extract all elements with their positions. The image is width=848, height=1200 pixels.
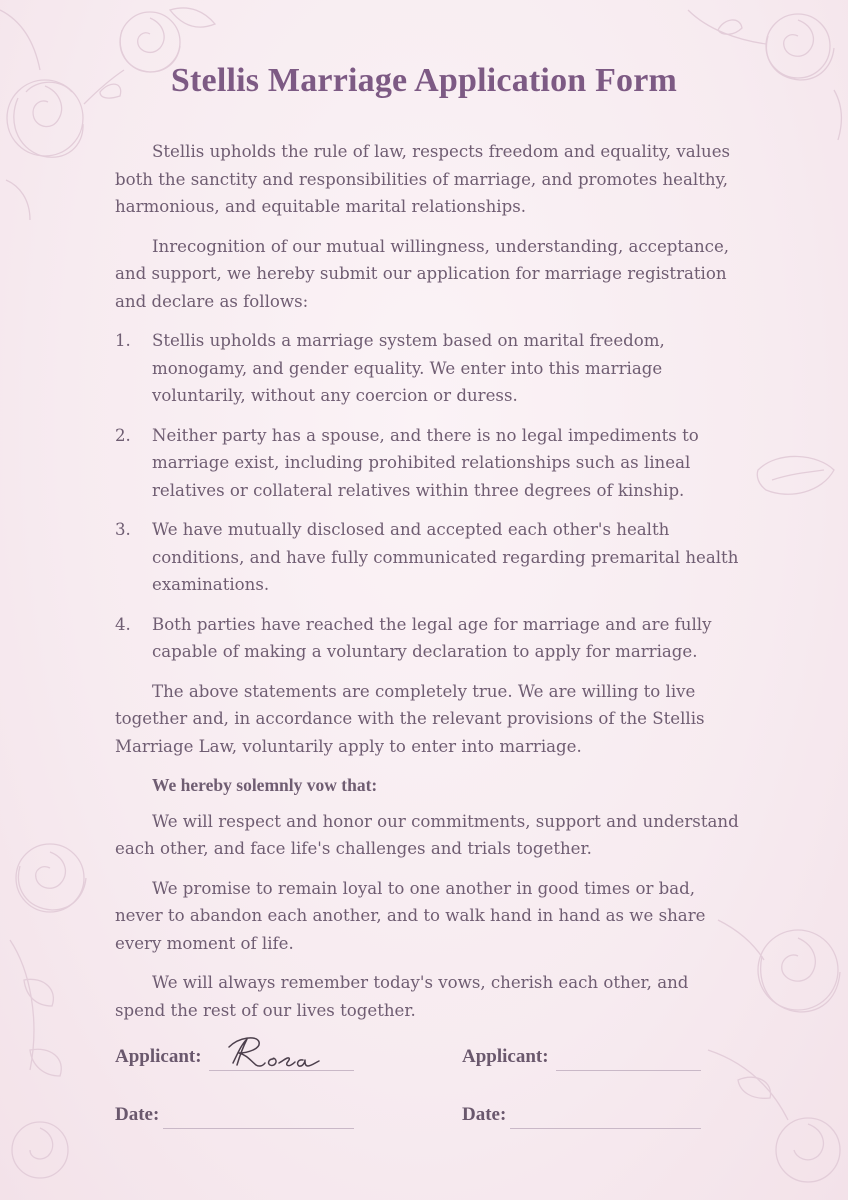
vow-heading: We hereby solemnly vow that:	[152, 775, 378, 795]
declaration-list	[115, 327, 739, 666]
rose-outline-icon	[0, 830, 130, 1200]
declaration-item	[115, 611, 739, 666]
declaration-item	[115, 327, 739, 410]
vow-paragraph: We will always remember today's vows, cherish each other, and spend the rest of our lives together.	[115, 973, 689, 1020]
applicant-label: Applicant:	[115, 1046, 202, 1067]
declaration-number: 4.	[115, 614, 131, 634]
form-body	[115, 138, 739, 1036]
rose-outline-icon	[738, 440, 848, 530]
date-field-line[interactable]	[163, 1128, 354, 1129]
declaration-item	[115, 516, 739, 599]
vow-paragraph: We will respect and honor our commitments, support and understand each other, and face life's challenges and trials together.	[115, 811, 739, 858]
date-label: Date:	[462, 1104, 507, 1125]
applicant-label: Applicant:	[462, 1046, 549, 1067]
page-title: Stellis Marriage Application Form	[170, 62, 678, 99]
declaration-text: Both parties have reached the legal age for marriage and are fully capable of making a voluntary declaration to apply for marriage.	[152, 614, 712, 661]
declaration-text: Neither party has a spouse, and there is no legal impediments to marriage exist, including prohibited relationships such as lineal relatives or collateral relatives within three degrees of kinship.	[152, 425, 699, 500]
intro-paragraph: Inrecognition of our mutual willingness, understanding, acceptance, and support, we hereby submit our application for marriage registration and declare as follows:	[115, 236, 730, 311]
declaration-number: 1.	[115, 331, 131, 350]
intro-paragraph: Stellis upholds the rule of law, respects freedom and equality, values both the sanctity and responsibilities of marriage, and promotes healthy, harmonious, and equitable marital relationships.	[115, 142, 731, 216]
declaration-text: We have mutually disclosed and accepted each other's health conditions, and have fully communicated regarding premarital health examinations.	[152, 520, 739, 594]
declaration-number: 3.	[115, 520, 131, 539]
vow-paragraph: We promise to remain loyal to one another in good times or bad, never to abandon each another, and to walk hand in hand as we share every moment of life.	[115, 878, 706, 953]
applicant-signature-line[interactable]	[556, 1070, 701, 1071]
date-label: Date:	[115, 1104, 160, 1125]
statement-paragraph: The above statements are completely true. We are willing to live together and, in accordance with the relevant provisions of the Stellis Marriage Law, voluntarily apply to enter into marriage.	[115, 681, 705, 756]
handwritten-signature	[223, 1033, 333, 1073]
declaration-text: Stellis upholds a marriage system based on marital freedom, monogamy, and gender equality. We enter into this marriage voluntarily, without any coercion or duress.	[152, 331, 665, 405]
declaration-number: 2.	[115, 425, 131, 445]
date-field-line[interactable]	[510, 1128, 701, 1129]
declaration-item	[115, 422, 739, 505]
